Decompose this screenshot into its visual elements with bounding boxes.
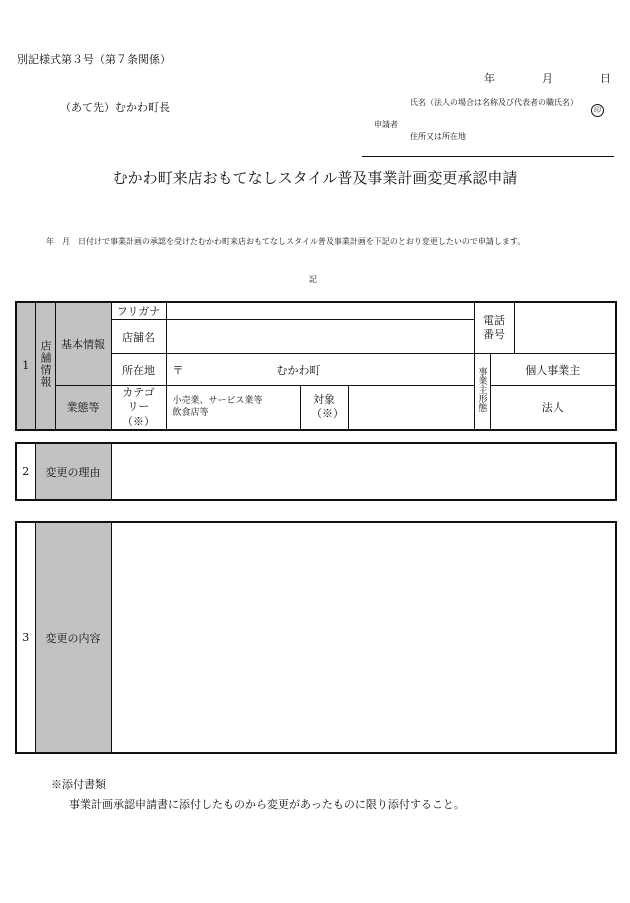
- phone-field[interactable]: [514, 302, 616, 354]
- body-text: 年 月 日付けで事業計画の承認を受けたむかわ町来店おもてなしスタイル普及事業計画を下記のとおり変更したいので申請します。: [46, 237, 526, 246]
- location-field[interactable]: [166, 354, 474, 386]
- applicant-underline: [362, 156, 614, 157]
- business-type-group: [474, 354, 490, 430]
- change-content-label: 変更の内容: [35, 522, 111, 753]
- individual-option[interactable]: 個人事業主: [490, 354, 616, 386]
- date-year: 年: [484, 72, 495, 85]
- applicant-address-label: 住所又は所在地: [410, 132, 466, 141]
- category-option-restaurant: 飲食店等: [172, 408, 209, 419]
- section1-number: 1: [16, 302, 35, 430]
- store-info-group: [35, 302, 55, 430]
- ki-label: 記: [309, 275, 317, 284]
- section3-number: 3: [16, 522, 35, 753]
- category-label: カテゴリー（※）: [111, 386, 166, 430]
- applicant-name-label: 氏名（法人の場合は名称及び代表者の職氏名）: [410, 98, 578, 107]
- attachment-note: 事業計画承認申請書に添付したものから変更があったものに限り添付すること。: [69, 798, 465, 811]
- form-label: 別記様式第３号（第７条関係）: [17, 53, 171, 66]
- basic-info-label: 基本情報: [55, 302, 111, 386]
- town-name: むかわ町: [276, 363, 321, 377]
- corporation-option[interactable]: 法人: [490, 386, 616, 430]
- category-options[interactable]: [166, 386, 300, 430]
- seal-icon: 印: [591, 104, 604, 117]
- phone-label: 電話番号: [474, 302, 514, 354]
- furigana-field[interactable]: [166, 302, 474, 320]
- addressee: （あて先）むかわ町長: [60, 101, 170, 114]
- category-option-retail: 小売業、サービス業等: [172, 395, 263, 406]
- business-type-label: 事業主形態: [476, 367, 487, 413]
- change-content-table: [15, 521, 617, 754]
- change-reason-field[interactable]: [111, 443, 616, 500]
- store-name-field[interactable]: [166, 320, 474, 354]
- section2-number: 2: [16, 443, 35, 500]
- target-label: 対象（※）: [300, 386, 348, 430]
- postal-mark: 〒: [172, 363, 184, 377]
- store-name-label: 店舗名: [111, 320, 166, 354]
- industry-label: 業態等: [55, 386, 111, 430]
- date-day: 日: [600, 72, 611, 85]
- target-field[interactable]: [348, 386, 474, 430]
- change-content-field[interactable]: [111, 522, 616, 753]
- change-reason-label: 変更の理由: [35, 443, 111, 500]
- store-info-table: [15, 301, 617, 431]
- attachment-title: ※添付書類: [51, 778, 106, 791]
- furigana-label: フリガナ: [111, 302, 166, 320]
- store-info-label: 店舗情報: [39, 340, 52, 389]
- date-month: 月: [542, 72, 553, 85]
- page-title: むかわ町来店おもてなしスタイル普及事業計画変更承認申請: [112, 169, 518, 187]
- location-label: 所在地: [111, 354, 166, 386]
- applicant-label: 申請者: [374, 120, 398, 129]
- change-reason-table: [15, 442, 617, 501]
